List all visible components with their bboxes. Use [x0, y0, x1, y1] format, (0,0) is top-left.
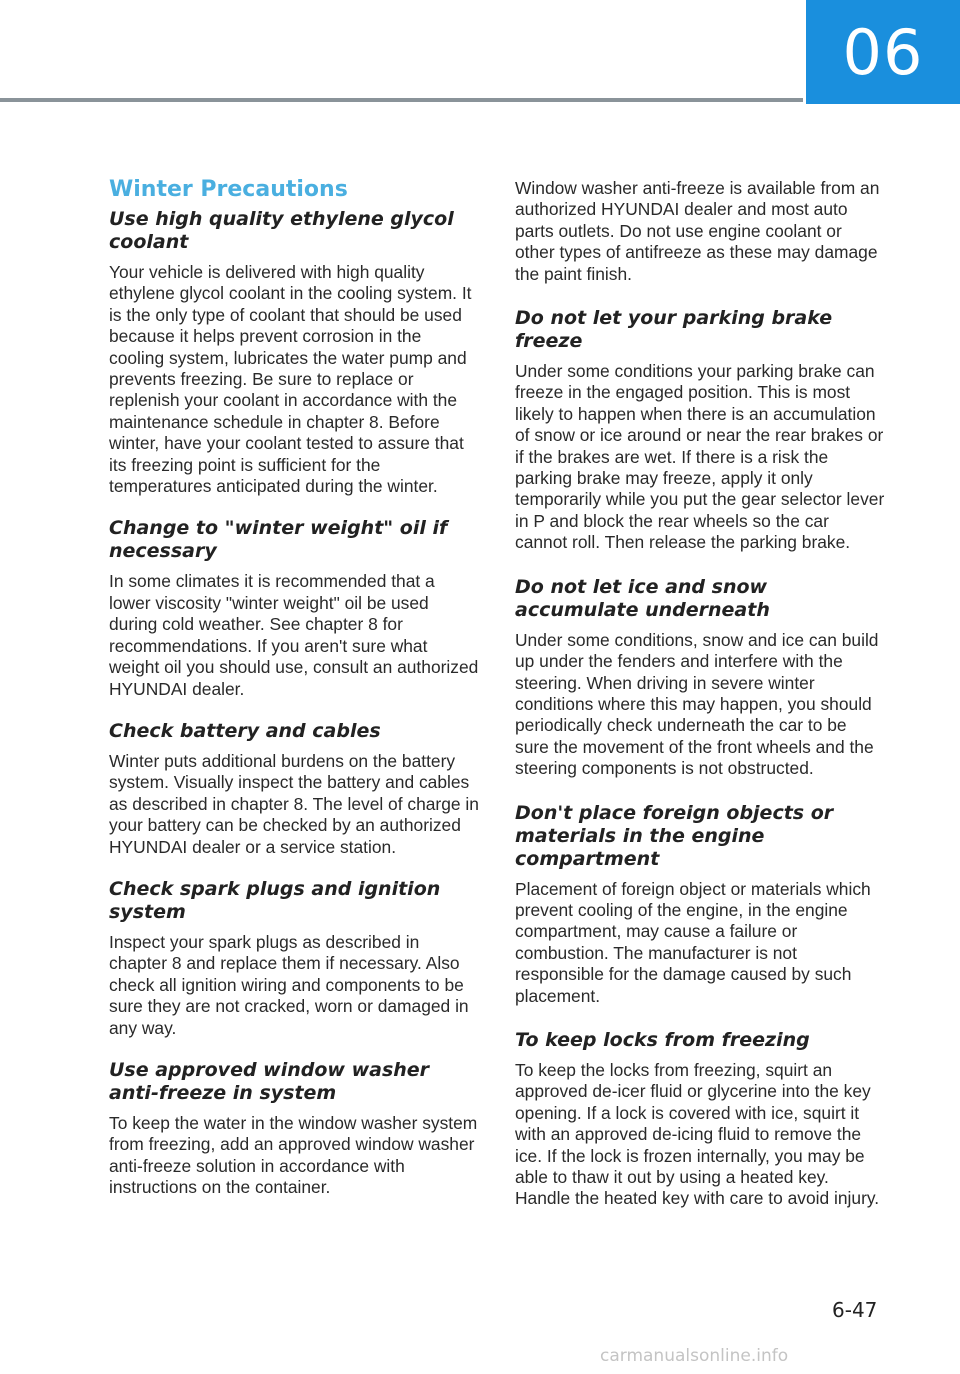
chapter-tab — [806, 0, 960, 104]
heading-coolant: Use high quality ethylene glycol coolant — [109, 208, 454, 253]
paragraph-winter-oil: In some climates it is recommended that a lower viscosity "winter weight" oil be used during cold weather. See chapter 8 for recommendations. If you aren't sure what weight oil you should use, consult an authorized HYUNDAI dealer. — [109, 571, 479, 699]
heading-ice-snow: Do not let ice and snow accumulate underneath — [515, 575, 770, 621]
heading-locks: To keep locks from freezing — [515, 1028, 810, 1051]
section-title: Winter Precautions — [109, 177, 348, 202]
paragraph-battery: Winter puts additional burdens on the battery system. Visually inspect the battery and cables as described in chapter 8. The level of charge in your battery can be checked by an authorized HYUNDAI dealer or a service station. — [109, 750, 479, 857]
left-column — [109, 176, 479, 1219]
heading-foreign-objects: Don't place foreign objects or materials in the engine compartment — [515, 801, 834, 870]
header-rule — [0, 98, 803, 102]
paragraph-spark-plugs: Inspect your spark plugs as described in chapter 8 and replace them if necessary. Also check all ignition wiring and components to be sure they are not cracked, worn or damaged in any way. — [109, 931, 469, 1038]
paragraph-foreign-objects: Placement of foreign object or materials which prevent cooling of the engine, in the engine compartment, may cause a failure or combustion. The manufacturer is not responsible for the damage caused by such placement. — [515, 878, 871, 1006]
paragraph-washer-availability: Window washer anti-freeze is available from an authorized HYUNDAI dealer and most auto parts outlets. Do not use engine coolant or other types of antifreeze as these may damage the paint finish. — [515, 178, 880, 284]
heading-washer-antifreeze: Use approved window washer anti-freeze in system — [109, 1058, 430, 1104]
heading-parking-brake: Do not let your parking brake freeze — [515, 307, 833, 353]
heading-battery: Check battery and cables — [109, 719, 381, 742]
heading-winter-oil: Change to "winter weight" oil if necessary — [109, 517, 448, 563]
paragraph-locks: To keep the locks from freezing, squirt an approved de-icer fluid or glycerine into the key opening. If a lock is covered with ice, squirt it with an approved de-icing fluid to remove the ice. If the lock is frozen internally, you may be able to thaw it out by using a heated key. Handle the heated key with care to avoid injury. — [515, 1059, 880, 1209]
paragraph-coolant: Your vehicle is delivered with high quality ethylene glycol coolant in the cooling system. It is the only type of coolant that should be used because it helps prevent corrosion in the cooling system, lubricates the water pump and prevents freezing. Be sure to replace or replenish your coolant in accordance with the maintenance schedule in chapter 8. Before winter, have your coolant tested to assure that its freezing point is sufficient for the temperatures anticipated during the winter. — [109, 262, 472, 497]
paragraph-ice-snow: Under some conditions, snow and ice can build up under the fenders and interfere with the steering. When driving in severe winter conditions where this may happen, you should periodically check underneath the car to be sure the movement of the front wheels and the steering components is not obstructed. — [515, 629, 879, 779]
watermark: carmanualsonline.info — [600, 1346, 789, 1366]
paragraph-parking-brake: Under some conditions your parking brake can freeze in the engaged position. This is most likely to happen when there is an accumulation of snow or ice around or near the rear brakes or if the brakes are wet. If there is a risk the parking brake may freeze, apply it only temporarily while you put the gear selector lever in P and block the rear wheels so the car cannot roll. Then release the parking brake. — [515, 361, 885, 553]
page-number: 6-47 — [832, 1298, 878, 1322]
right-column — [515, 178, 885, 1232]
heading-spark-plugs: Check spark plugs and ignition system — [109, 877, 441, 923]
chapter-number: 06 — [842, 15, 924, 89]
paragraph-washer-antifreeze: To keep the water in the window washer system from freezing, add an approved window washer anti-freeze solution in accordance with instructions on the container. — [109, 1112, 478, 1198]
